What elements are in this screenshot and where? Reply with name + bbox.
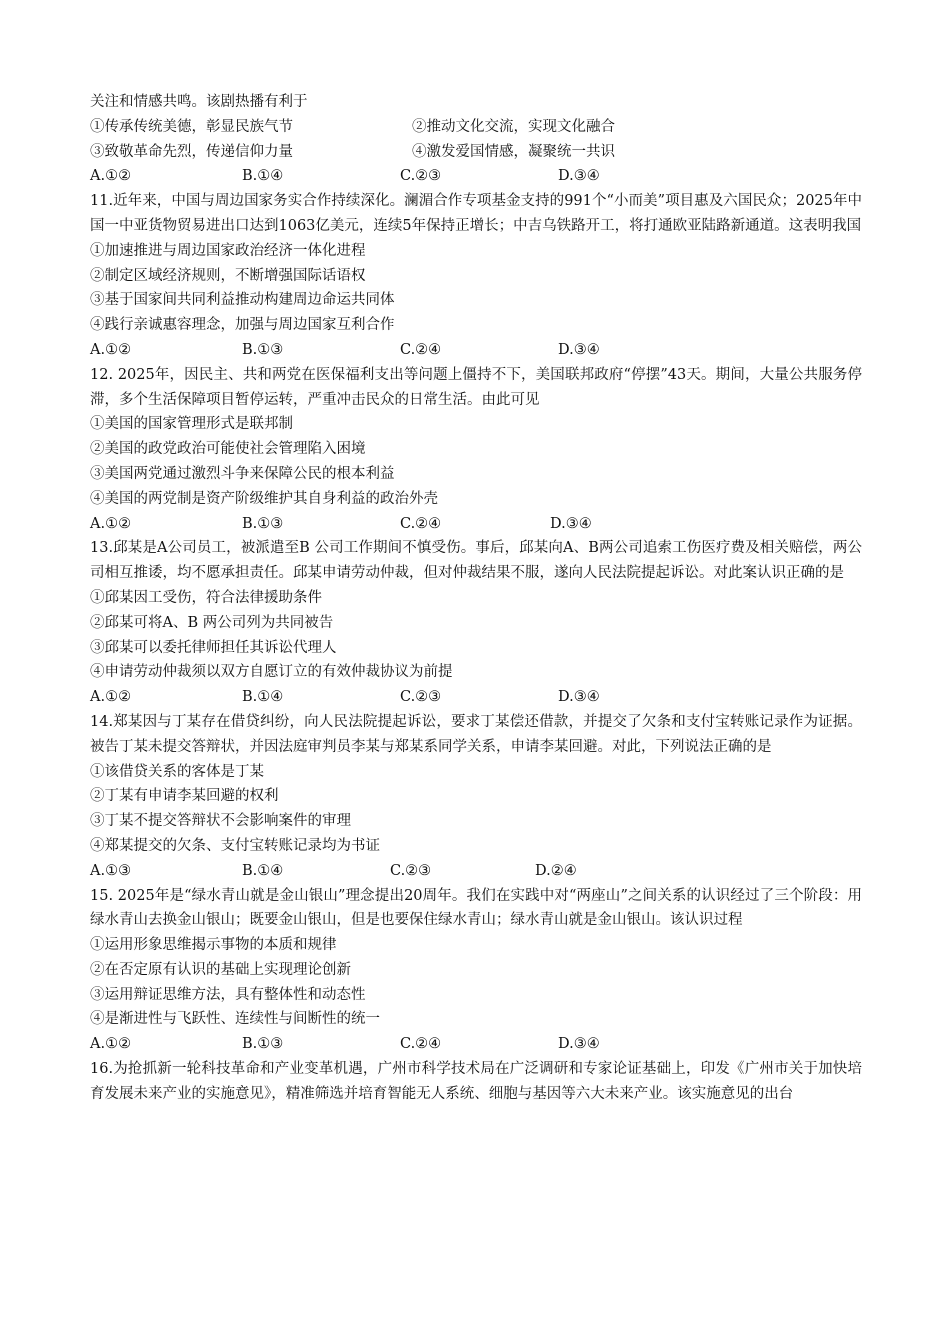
question-12 xyxy=(90,363,862,537)
option-b: B.①③ xyxy=(242,515,284,532)
question-10-item: ②推动文化交流，实现文化融合 xyxy=(412,118,615,135)
question-item: ①美国的国家管理形式是联邦制 xyxy=(90,416,293,433)
question-16 xyxy=(90,1057,862,1107)
question-item: ③丁某不提交答辩状不会影响案件的审理 xyxy=(90,813,351,830)
question-item: ③美国两党通过激烈斗争来保障公民的根本利益 xyxy=(90,465,395,482)
question-item: ③邱某可以委托律师担任其诉讼代理人 xyxy=(90,639,337,656)
question-options xyxy=(90,338,862,363)
question-11 xyxy=(90,189,862,363)
question-stem: 15. 2025年是“绿水青山就是金山银山”理念提出20周年。我们在实践中对“两座山”之间关系的认识经过了三个阶段：用绿水青山去换金山银山；既要金山银山，但是也要保住绿水青山；绿水青山就是金山银山。该认识过程 xyxy=(90,887,862,929)
option-a: A.①② xyxy=(90,515,132,532)
question-item: ①加速推进与周边国家政治经济一体化进程 xyxy=(90,242,366,259)
question-10-item: ①传承传统美德，彰显民族气节 xyxy=(90,118,293,135)
question-13 xyxy=(90,536,862,710)
question-options xyxy=(90,1032,862,1057)
question-item: ①邱某因工受伤，符合法律援助条件 xyxy=(90,589,322,606)
question-10-item: ③致敬革命先烈，传递信仰力量 xyxy=(90,143,293,160)
question-15 xyxy=(90,884,862,1058)
question-item: ②丁某有申请李某回避的权利 xyxy=(90,788,279,805)
question-stem: 16.为抢抓新一轮科技革命和产业变革机遇，广州市科学技术局在广泛调研和专家论证基础上，印发《广州市关于加快培育发展未来产业的实施意见》，精准筛选并培育智能无人系统、细胞与基因等六大未来产业。该实施意见的出台 xyxy=(90,1061,862,1102)
question-stem: 11.近年来，中国与周边国家务实合作持续深化。澜湄合作专项基金支持的991个“小而美”项目惠及六国民众；2025年中国一中亚货物贸易进出口达到1063亿美元，连续5年保持正增长；中吉乌铁路开工，将打通欧亚陆路新通道。这表明我国 xyxy=(90,193,862,234)
option-a: A.①② xyxy=(90,341,132,358)
question-item: ③基于国家间共同利益推动构建周边命运共同体 xyxy=(90,292,395,309)
question-item: ③运用辩证思维方法，具有整体性和动态性 xyxy=(90,986,366,1003)
question-stem: 12. 2025年，因民主、共和两党在医保福利支出等问题上僵持不下，美国联邦政府“停摆”43天。期间，大量公共服务停滞，多个生活保障项目暂停运转，严重冲击民众的日常生活。由此可见 xyxy=(90,366,862,408)
option-a: A.①③ xyxy=(90,862,132,879)
option-a: A.①② xyxy=(90,1036,132,1053)
question-item: ②制定区域经济规则，不断增强国际话语权 xyxy=(90,267,366,284)
question-options xyxy=(90,685,862,710)
option-c: C.②④ xyxy=(400,341,442,358)
question-item: ④美国的两党制是资产阶级维护其自身利益的政治外壳 xyxy=(90,490,438,507)
option-c: C.②④ xyxy=(400,1036,442,1053)
option-b: B.①④ xyxy=(242,689,284,706)
option-b: B.①③ xyxy=(242,1036,284,1053)
option-d: D.②④ xyxy=(535,862,577,879)
question-item: ①运用形象思维揭示事物的本质和规律 xyxy=(90,937,337,954)
option-d: D.③④ xyxy=(558,1036,600,1053)
option-b: B.①③ xyxy=(242,341,284,358)
option-b: B.①④ xyxy=(242,862,284,879)
question-14 xyxy=(90,710,862,884)
question-stem: 14.郑某因与丁某存在借贷纠纷，向人民法院提起诉讼，要求丁某偿还借款，并提交了欠条和支付宝转账记录作为证据。被告丁某未提交答辩状，并因法庭审判员李某与郑某系同学关系，申请李某回避。对此，下列说法正确的是 xyxy=(90,713,862,755)
question-10-items xyxy=(90,115,862,165)
question-item: ④是渐进性与飞跃性、连续性与间断性的统一 xyxy=(90,1011,380,1028)
question-item: ②邱某可将A、B 两公司列为共同被告 xyxy=(90,614,334,631)
option-c: C.②③ xyxy=(400,168,442,185)
option-a: A.①② xyxy=(90,168,132,185)
question-options xyxy=(90,512,862,537)
question-item: ①该借贷关系的客体是丁某 xyxy=(90,763,264,780)
question-stem: 13.邱某是A公司员工，被派遣至B 公司工作期间不慎受伤。事后，邱某向A、B两公司追索工伤医疗费及相关赔偿，两公司相互推诿，均不愿承担责任。邱某申请劳动仲裁，但对仲裁结果不服，遂向人民法院提起诉讼。对此案认识正确的是 xyxy=(90,540,862,582)
option-d: D.③④ xyxy=(558,168,600,185)
question-10-options xyxy=(90,164,862,189)
question-item: ④郑某提交的欠条、支付宝转账记录均为书证 xyxy=(90,837,380,854)
question-10-item: ④激发爱国情感，凝聚统一共识 xyxy=(412,143,615,160)
option-a: A.①② xyxy=(90,689,132,706)
option-c: C.②③ xyxy=(390,862,432,879)
option-c: C.②④ xyxy=(400,515,442,532)
exam-page xyxy=(90,90,862,1107)
option-d: D.③④ xyxy=(558,689,600,706)
question-item: ④践行亲诚惠容理念，加强与周边国家互利合作 xyxy=(90,317,395,334)
option-d: D.③④ xyxy=(550,515,592,532)
option-d: D.③④ xyxy=(558,341,600,358)
question-10-stem-tail: 关注和情感共鸣。该剧热播有利于 xyxy=(90,94,308,110)
question-item: ②美国的政党政治可能使社会管理陷入困境 xyxy=(90,441,366,458)
question-item: ④申请劳动仲裁须以双方自愿订立的有效仲裁协议为前提 xyxy=(90,664,453,681)
option-c: C.②③ xyxy=(400,689,442,706)
option-b: B.①④ xyxy=(242,168,284,185)
question-options xyxy=(90,859,862,884)
question-item: ②在否定原有认识的基础上实现理论创新 xyxy=(90,961,351,978)
